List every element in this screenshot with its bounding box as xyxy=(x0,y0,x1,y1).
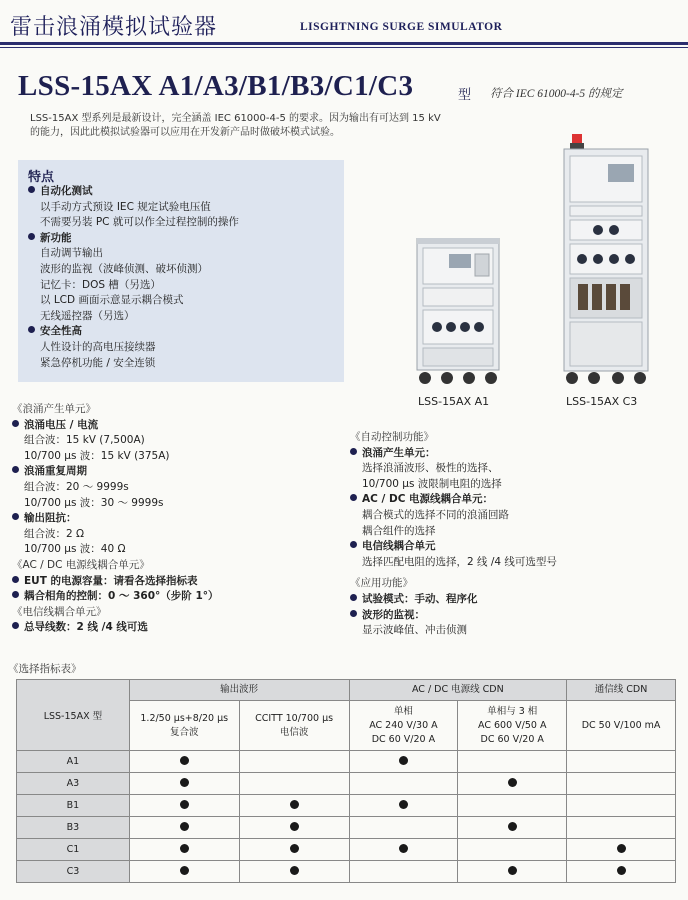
bullet-icon xyxy=(12,466,19,473)
feature-item: 紧急停机功能 / 安全连锁 xyxy=(40,356,156,369)
table-header-ccitt-wave: CCITT 10/700 μs 电信波 xyxy=(239,701,349,751)
table-row-label: A1 xyxy=(17,751,130,773)
model-title: LSS-15AX A1/A3/B1/B3/C1/C3 xyxy=(18,70,414,102)
spec-head xyxy=(12,511,342,527)
supported-dot-icon xyxy=(290,800,299,809)
table-row-label: C1 xyxy=(17,839,130,861)
auto-control-item: 选择浪涌波形、极性的选择、 xyxy=(362,462,499,475)
tel-spec-line-text: 总导线数：2 线 /4 线可选 xyxy=(24,621,148,634)
surge-unit-title: 《浪涌产生单元》 xyxy=(12,403,96,415)
auto-control-item: 耦合模式的选择不同的浪涌回路 xyxy=(362,508,509,521)
bullet-icon xyxy=(28,186,35,193)
auto-control-head-text: 电信线耦合单元 xyxy=(362,540,436,553)
supported-dot-icon xyxy=(508,822,517,831)
bullet-icon xyxy=(28,326,35,333)
auto-control-head xyxy=(350,446,680,462)
lss-15ax-c3-photo xyxy=(558,134,654,386)
spec-head-text: 浪涌电压 / 电流 xyxy=(24,418,99,431)
bullet-icon xyxy=(12,622,19,629)
application-title: 《应用功能》 xyxy=(350,577,413,590)
feature-item: 波形的监视（波峰侦测、破坏侦测） xyxy=(40,262,208,275)
feature-section-head xyxy=(28,324,338,340)
table-header-output-wave: 输出波形 xyxy=(129,680,349,701)
tel-unit-title: 《电信线耦合单元》 xyxy=(12,605,107,618)
auto-control-head-text: AC / DC 电源线耦合单元： xyxy=(362,493,494,506)
bullet-icon xyxy=(12,576,19,583)
spec-item: 10/700 μs 波：30 ～ 9999s xyxy=(24,496,164,509)
spec-item: 组合波：2 Ω xyxy=(24,527,85,540)
table-cell xyxy=(349,817,458,839)
table-cell xyxy=(349,773,458,795)
bullet-icon xyxy=(350,494,357,501)
supported-dot-icon xyxy=(508,866,517,875)
table-cell xyxy=(129,795,239,817)
application-item: 显示波峰值、冲击侦测 xyxy=(362,624,467,637)
table-cell xyxy=(458,751,567,773)
application-head xyxy=(350,592,680,608)
supported-dot-icon xyxy=(617,844,626,853)
table-row-label: A3 xyxy=(17,773,130,795)
table-cell xyxy=(567,817,676,839)
header-rule xyxy=(0,42,688,45)
table-cell xyxy=(129,839,239,861)
features-list xyxy=(28,184,338,371)
feature-section-head xyxy=(28,231,338,247)
table-row xyxy=(17,795,676,817)
application-head xyxy=(350,608,680,624)
table-row-label: B1 xyxy=(17,795,130,817)
table-cell xyxy=(458,773,567,795)
table-row-label: B3 xyxy=(17,817,130,839)
table-cell xyxy=(349,751,458,773)
supported-dot-icon xyxy=(399,756,408,765)
table-cell xyxy=(129,773,239,795)
acdc-spec-line xyxy=(12,589,342,605)
supported-dot-icon xyxy=(508,778,517,787)
table-header-three-phase: 单相与 3 相 AC 600 V/50 A DC 60 V/20 A xyxy=(458,701,567,751)
table-header-single-phase: 单相 AC 240 V/30 A DC 60 V/20 A xyxy=(349,701,458,751)
bullet-icon xyxy=(350,448,357,455)
auto-control-title: 《自动控制功能》 xyxy=(350,431,434,443)
selection-table xyxy=(16,679,676,883)
auto-control-head xyxy=(350,539,680,555)
spec-item: 组合波：15 kV (7,500A) xyxy=(24,434,145,447)
application-head-text: 波形的监视： xyxy=(362,608,425,621)
table-header-combo-wave: 1.2/50 μs+8/20 μs 复合波 xyxy=(129,701,239,751)
table-cell xyxy=(567,751,676,773)
bullet-icon xyxy=(12,513,19,520)
supported-dot-icon xyxy=(180,866,189,875)
table-row xyxy=(17,817,676,839)
feature-section-head-text: 自动化测试 xyxy=(40,185,93,197)
table-cell xyxy=(239,773,349,795)
supported-dot-icon xyxy=(180,844,189,853)
supported-dot-icon xyxy=(180,822,189,831)
auto-control-item: 10/700 μs 波限制电阻的选择 xyxy=(362,477,502,490)
left-spec-column xyxy=(12,402,342,636)
table-row-label: C3 xyxy=(17,861,130,883)
feature-item: 人性设计的高电压接续器 xyxy=(40,340,156,353)
features-title: 特点 xyxy=(28,170,55,185)
table-cell xyxy=(129,817,239,839)
feature-item: 自动调节输出 xyxy=(40,247,103,260)
acdc-spec-line-text: EUT 的电源容量：请看各选择指标表 xyxy=(24,574,198,587)
table-cell xyxy=(239,817,349,839)
supported-dot-icon xyxy=(399,844,408,853)
acdc-unit-title: 《AC / DC 电源线耦合单元》 xyxy=(12,558,150,571)
right-spec-column xyxy=(350,430,680,639)
acdc-spec-line xyxy=(12,574,342,590)
supported-dot-icon xyxy=(180,778,189,787)
application-head-text: 试验模式：手动、程序化 xyxy=(362,592,478,605)
spec-head-text: 浪涌重复周期 xyxy=(24,465,87,478)
spec-item: 组合波：20 ～ 9999s xyxy=(24,480,129,493)
table-row xyxy=(17,773,676,795)
table-header-tel-spec: DC 50 V/100 mA xyxy=(567,701,676,751)
supported-dot-icon xyxy=(290,866,299,875)
table-header-acdc-cdn: AC / DC 电源线 CDN xyxy=(349,680,567,701)
spec-item: 10/700 μs 波：15 kV (375A) xyxy=(24,449,170,462)
table-row xyxy=(17,839,676,861)
bullet-icon xyxy=(12,420,19,427)
header-title-cn: 雷击浪涌模拟试验器 xyxy=(10,15,218,40)
spec-item: 10/700 μs 波：40 Ω xyxy=(24,543,126,556)
feature-section-head xyxy=(28,184,338,200)
bullet-icon xyxy=(350,541,357,548)
table-header-tel-cdn: 通信线 CDN xyxy=(567,680,676,701)
acdc-spec-line-text: 耦合相角的控制：0 ～ 360°（步阶 1°） xyxy=(24,590,219,603)
auto-control-item: 耦合组件的选择 xyxy=(362,524,436,537)
table-cell xyxy=(129,861,239,883)
model-suffix: 型 xyxy=(458,88,472,103)
feature-item: 记忆卡：DOS 槽（另选） xyxy=(40,278,161,291)
table-cell xyxy=(567,839,676,861)
supported-dot-icon xyxy=(180,800,189,809)
bullet-icon xyxy=(350,594,357,601)
auto-control-head-text: 浪涌产生单元： xyxy=(362,446,436,459)
table-title: 《选择指标表》 xyxy=(8,663,82,675)
supported-dot-icon xyxy=(617,866,626,875)
lss-15ax-a1-photo xyxy=(413,238,503,386)
supported-dot-icon xyxy=(399,800,408,809)
supported-dot-icon xyxy=(180,756,189,765)
bullet-icon xyxy=(12,591,19,598)
table-cell xyxy=(567,773,676,795)
table-cell xyxy=(239,839,349,861)
supported-dot-icon xyxy=(290,822,299,831)
feature-section-head-text: 新功能 xyxy=(40,231,72,244)
table-header-model: LSS-15AX 型 xyxy=(17,680,130,751)
table-cell xyxy=(129,751,239,773)
intro-line: LSS-15AX 型系列是最新设计，完全涵盖 IEC 61000-4-5 的要求。因为输出有可达到 15 kV xyxy=(30,113,441,124)
spec-head xyxy=(12,464,342,480)
feature-section-head-text: 安全性高 xyxy=(40,325,82,338)
bullet-icon xyxy=(28,233,35,240)
standard-note: 符合 IEC 61000-4-5 的规定 xyxy=(490,88,623,100)
table-cell xyxy=(567,861,676,883)
auto-control-head xyxy=(350,492,680,508)
spec-head-text: 输出阻抗： xyxy=(24,512,77,525)
table-cell xyxy=(239,861,349,883)
table-cell xyxy=(458,861,567,883)
spec-head xyxy=(12,418,342,434)
header-title-en: LISGHTNING SURGE SIMULATOR xyxy=(300,21,503,33)
table-cell xyxy=(239,751,349,773)
feature-item: 无线遥控器（另选） xyxy=(40,309,135,322)
table-cell xyxy=(458,795,567,817)
photo-caption-c3: LSS-15AX C3 xyxy=(566,395,638,408)
feature-item: 不需要另装 PC 就可以作全过程控制的操作 xyxy=(40,216,239,229)
intro-paragraph xyxy=(30,112,500,140)
table-cell xyxy=(349,861,458,883)
table-cell xyxy=(239,795,349,817)
table-cell xyxy=(349,795,458,817)
supported-dot-icon xyxy=(290,844,299,853)
header-rule-thin xyxy=(0,47,688,48)
table-cell xyxy=(458,839,567,861)
auto-control-item: 选择匹配电阻的选择，2 线 /4 线可选型号 xyxy=(362,555,557,568)
intro-line: 的能力，因此此模拟试验器可以应用在开发新产品时做破坏模式试验。 xyxy=(30,127,340,138)
photo-caption-a1: LSS-15AX A1 xyxy=(418,395,490,408)
bullet-icon xyxy=(350,610,357,617)
feature-item: 以手动方式预设 IEC 规定试验电压值 xyxy=(40,200,211,213)
feature-item: 以 LCD 画面示意显示耦合模式 xyxy=(40,294,184,307)
table-cell xyxy=(349,839,458,861)
table-cell xyxy=(458,817,567,839)
table-cell xyxy=(567,795,676,817)
tel-spec-line xyxy=(12,620,342,636)
table-row xyxy=(17,751,676,773)
table-row xyxy=(17,861,676,883)
